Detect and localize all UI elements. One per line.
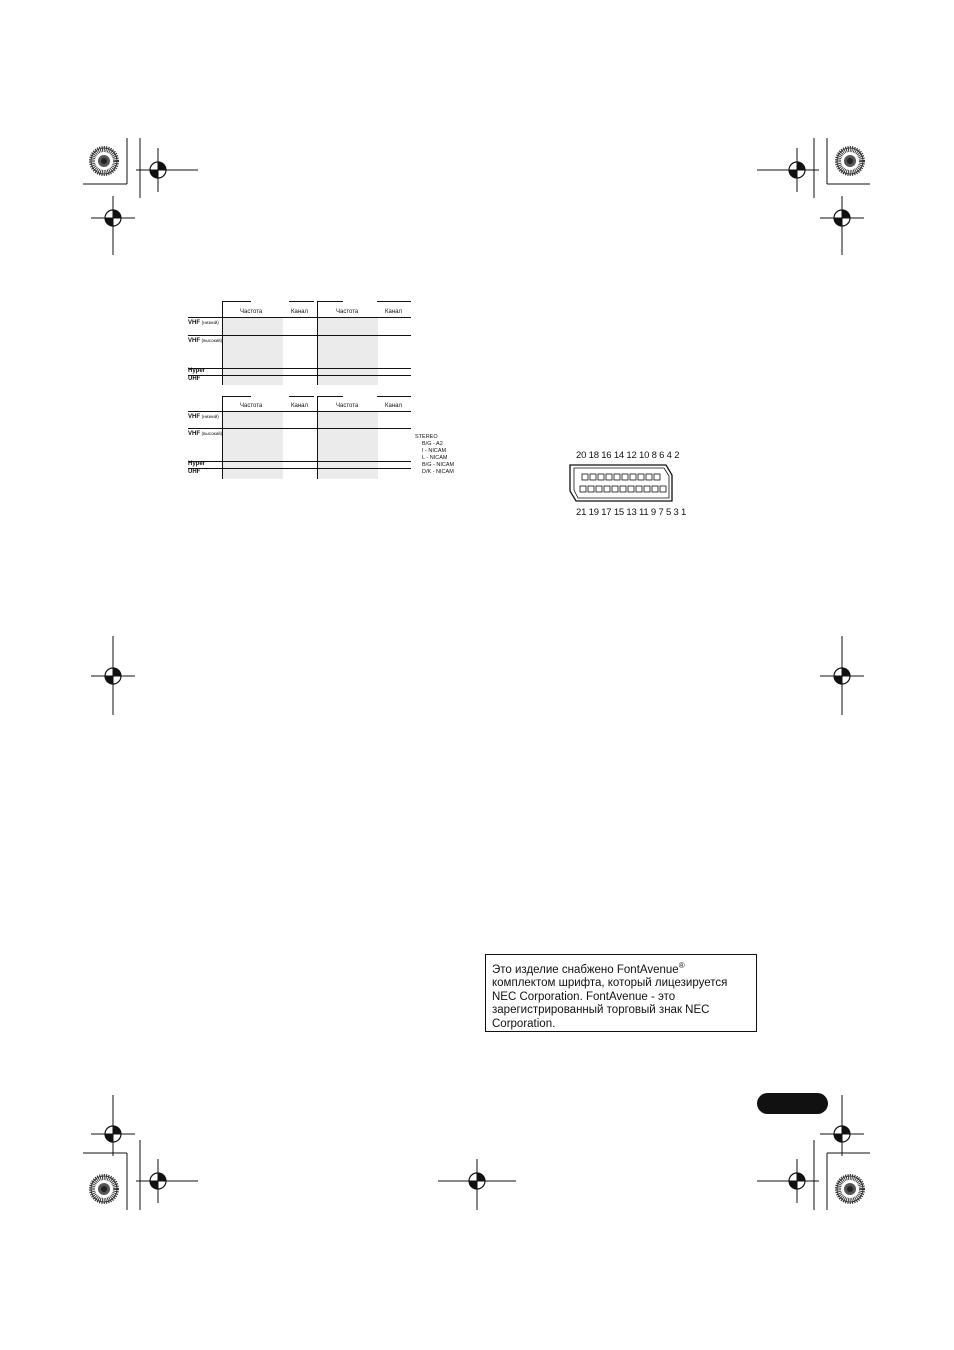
row-label: VHF (высокий) xyxy=(188,431,223,437)
page-tab xyxy=(757,1093,828,1114)
header-channel: Канал xyxy=(291,309,308,315)
row-label: VHF (высокий) xyxy=(188,338,223,344)
header-frequency: Частота xyxy=(240,403,263,409)
row-label: Hyper xyxy=(188,461,206,467)
header-frequency: Частота xyxy=(336,309,359,315)
scart-bottom-pin-numbers: 21 19 17 15 13 11 9 7 5 3 1 xyxy=(576,507,687,518)
row-label: UHF xyxy=(188,376,201,382)
scart-top-pin-numbers: 20 18 16 14 12 10 8 6 4 2 xyxy=(576,450,680,461)
row-label: VHF (низкий) xyxy=(188,414,219,420)
header-frequency: Частота xyxy=(336,403,359,409)
row-label: Hyper xyxy=(188,368,206,374)
row-label: UHF xyxy=(188,469,201,475)
header-channel: Канал xyxy=(385,309,402,315)
header-channel: Канал xyxy=(291,403,308,409)
header-frequency: Частота xyxy=(240,309,263,315)
row-label: VHF (низкий) xyxy=(188,320,219,326)
scart-connector-icon xyxy=(568,462,674,504)
header-channel: Канал xyxy=(385,403,402,409)
font-license-notice: Это изделие снабжено FontAvenue® комплектом шрифта, который лицезируется NEC Corporation. FontAvenue - это зарегистрированный торговый знак NEC Corporation. xyxy=(485,954,757,1032)
